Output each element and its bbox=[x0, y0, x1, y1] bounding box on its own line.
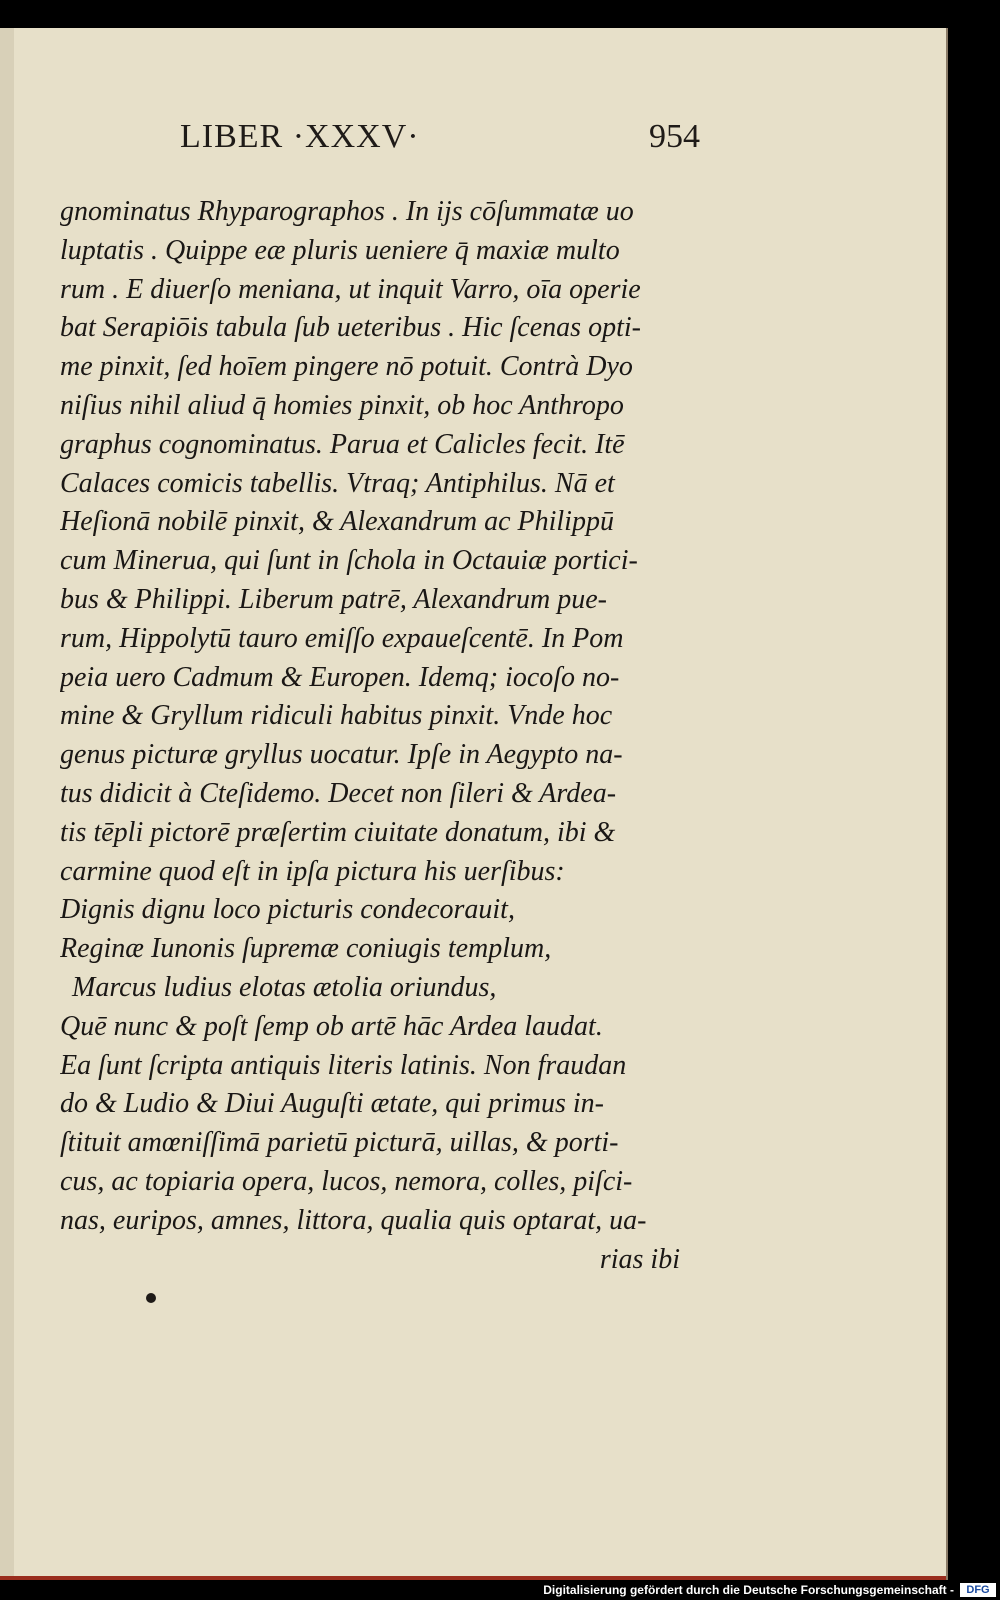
catchword: rias ibi bbox=[599, 1243, 680, 1275]
text-line-6: niſius nihil aliud q̄ homies pinxit, ob hoc Anthropo bbox=[60, 389, 624, 421]
dfg-logo: DFG bbox=[960, 1583, 996, 1597]
text-line-17: tis tēpli pictorē præſertim ciuitate donatum, ibi & bbox=[60, 816, 616, 848]
text-line-25: ſtituit amœniſſimā parietū picturā, uillas, & porti- bbox=[60, 1127, 619, 1159]
text-line-7: graphus cognominatus. Parua et Calicles fecit. Itē bbox=[60, 428, 625, 460]
page-header bbox=[180, 118, 700, 178]
text-line-5: me pinxit, ſed hoīem pingere nō potuit. Contrà Dyo bbox=[60, 351, 633, 383]
text-line-13: peia uero Cadmum & Europen. Idemq; iocoſo no- bbox=[60, 661, 620, 693]
main-text-block bbox=[60, 193, 680, 1279]
verse-line-4: Quē nunc & poſt ſemp ob artē hāc Ardea laudat. bbox=[60, 1010, 603, 1042]
text-line-11: bus & Philippi. Liberum patrē, Alexandrum pue- bbox=[60, 583, 607, 615]
footer-credit: Digitalisierung gefördert durch die Deutsche Forschungsgemeinschaft - bbox=[543, 1583, 954, 1597]
text-line-3: rum . E diuerſo meniana, ut inquit Varro, oīa operie bbox=[60, 273, 641, 305]
text-line-15: genus picturæ gryllus uocatur. Ipſe in Aegypto na- bbox=[60, 739, 623, 771]
text-line-1: gnominatus Rhyparographos . In ijs cōſummatæ uo bbox=[60, 196, 634, 227]
verse-line-1: Dignis dignu loco picturis condecorauit, bbox=[60, 894, 515, 926]
text-line-14: mine & Gryllum ridiculi habitus pinxit. Vnde hoc bbox=[60, 700, 613, 732]
text-line-4: bat Serapiōis tabula ſub ueteribus . Hic ſcenas opti- bbox=[60, 312, 641, 344]
text-line-12: rum, Hippolytū tauro emiſſo expaueſcentē. In Pom bbox=[60, 622, 624, 654]
running-head: LIBER ·XXXV· bbox=[180, 118, 420, 155]
text-line-26: cus, ac topiaria opera, lucos, nemora, colles, piſci- bbox=[60, 1165, 633, 1197]
text-line-9: Heſionā nobilē pinxit, & Alexandrum ac Philippū bbox=[60, 506, 614, 538]
text-line-24: do & Ludio & Diui Auguſti ætate, qui primus in- bbox=[60, 1088, 604, 1120]
text-line-8: Calaces comicis tabellis. Vtraq; Antiphilus. Nā et bbox=[60, 467, 615, 499]
verse-line-3: Marcus ludius elotas ætolia oriundus, bbox=[72, 971, 497, 1003]
text-line-23: Ea ſunt ſcripta antiquis literis latinis. Non fraudan bbox=[60, 1049, 627, 1081]
text-line-18: carmine quod eſt in ipſa pictura his uerſibus: bbox=[60, 855, 565, 887]
text-line-2: luptatis . Quippe eæ pluris ueniere q̄ maxiæ multo bbox=[60, 234, 620, 266]
page-number: 954 bbox=[649, 118, 700, 155]
text-line-27: nas, euripos, amnes, littora, qualia quis optarat, ua- bbox=[60, 1204, 647, 1236]
verse-line-2: Reginæ Iunonis ſupremæ coniugis templum, bbox=[60, 933, 552, 965]
text-line-16: tus didicit à Cteſidemo. Decet non ſileri & Ardea- bbox=[60, 777, 617, 809]
digitization-footer bbox=[0, 1580, 1000, 1600]
ink-dot bbox=[146, 1293, 156, 1303]
text-line-10: cum Minerua, qui ſunt in ſchola in Octauiæ portici- bbox=[60, 545, 638, 577]
book-page bbox=[0, 28, 948, 1580]
